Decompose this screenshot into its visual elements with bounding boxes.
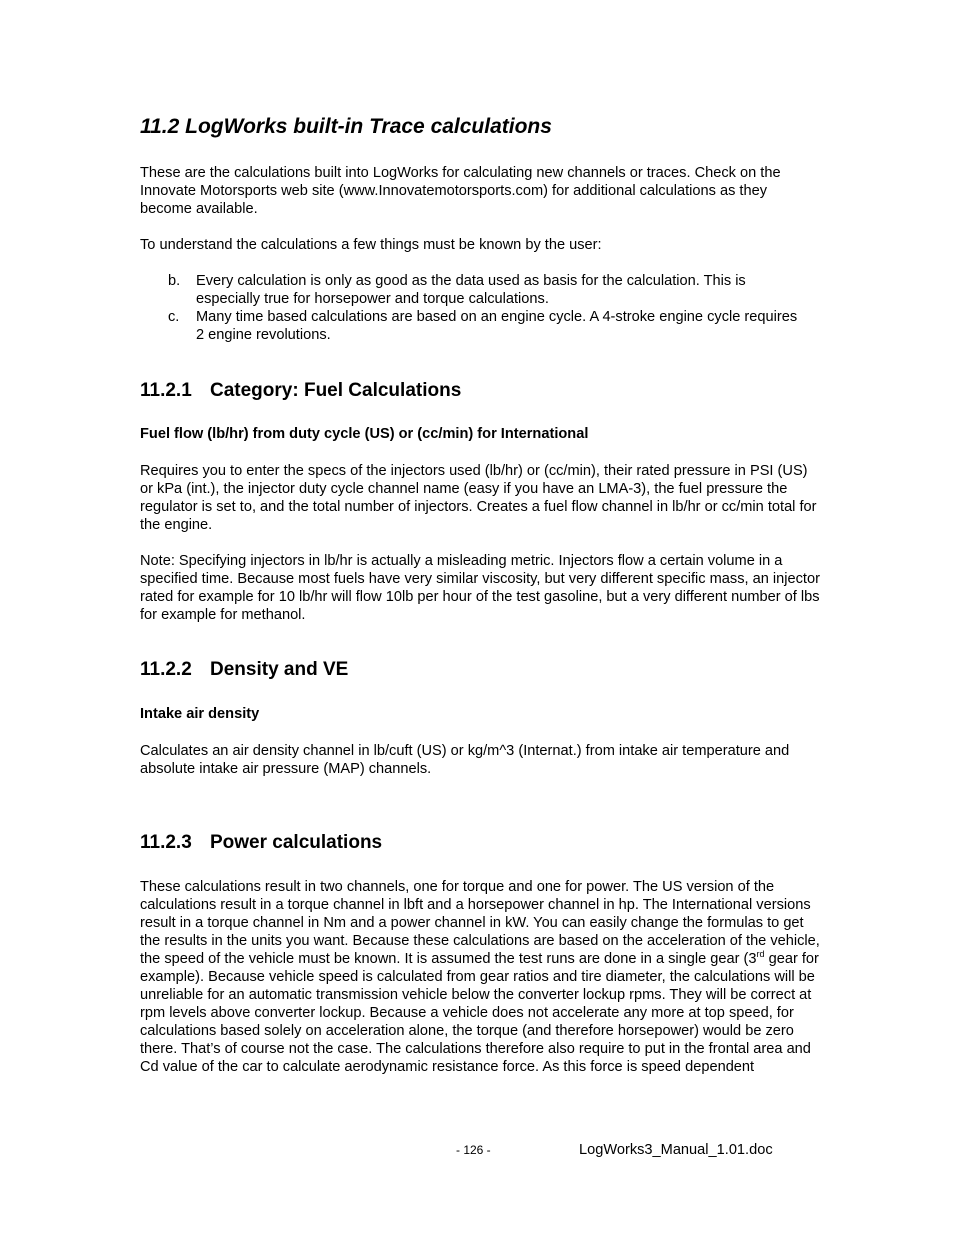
fuel-heading-title: Category: Fuel Calculations: [210, 380, 462, 401]
density-heading: [140, 659, 348, 681]
requirements-list: [168, 272, 808, 344]
list-marker: c.: [168, 309, 180, 325]
power-heading-title: Power calculations: [210, 832, 383, 853]
power-text-part-1: These calculations result in two channels, one for torque and one for power. The US version of the calculations result in a torque channel in lbft and a horsepower channel in hp. The International versions result in a torque channel in Nm and a power channel in kW. You can easily change the formulas to get the results in the units you want. Because these calculations are based on the acceleration of the vehicle, the speed of the vehicle must be known. It is assumed the test runs are done in a single gear (3: [140, 879, 820, 967]
ordinal-superscript: rd: [756, 949, 765, 959]
list-item-text: Many time based calculations are based on an engine cycle. A 4-stroke engine cycle requires 2 engine revolutions.: [196, 309, 798, 343]
density-heading-number: 11.2.2: [140, 659, 192, 680]
fuel-paragraph-2: Note: Specifying injectors in lb/hr is actually a misleading metric. Injectors flow a certain volume in a specified time. Because most fuels have very similar viscosity, but very different specific mass, an injector rated for example for 10 lb/hr will flow 10lb per hour of the test gasoline, but a very different number of lbs for example for methanol.: [140, 553, 820, 623]
fuel-paragraph-1: Requires you to enter the specs of the injectors used (lb/hr) or (cc/min), their rated pressure in PSI (US) or kPa (int.), the injector duty cycle channel name (easy if you have an LMA-3), the fuel pressure the regulator is set to, and the total number of injectors. Creates a fuel flow channel in lb/hr or cc/min total for the engine.: [140, 463, 817, 533]
list-item-text: Every calculation is only as good as the data used as basis for the calculation. This is especially true for horsepower and torque calculations.: [196, 273, 746, 307]
list-item: [168, 272, 808, 308]
density-heading-title: Density and VE: [210, 659, 349, 680]
list-item: [168, 308, 808, 344]
density-subheading: Intake air density: [140, 706, 260, 722]
power-text-part-2: gear for example). Because vehicle speed is calculated from gear ratios and tire diameter, the calculations will be unreliable for an automatic transmission vehicle below the converter lockup rpms. They will be correct at rpm levels above converter lockup. Because a vehicle does not accelerate any more at top speed, for calculations based solely on acceleration alone, the torque (and therefore horsepower) would be zero there. That’s of course not the case. The calculations therefore also require to put in the frontal area and Cd value of the car to calculate aerodynamic resistance force. As this force is speed dependent: [140, 951, 819, 1075]
intro-paragraph-1: These are the calculations built into LogWorks for calculating new channels or traces. Check on the Innovate Motorsports web site (www.Innovatemotorsports.com) for additional calculations as they become available.: [140, 165, 781, 217]
power-heading: [140, 832, 382, 854]
document-filename: LogWorks3_Manual_1.01.doc: [579, 1142, 773, 1158]
fuel-subheading: Fuel flow (lb/hr) from duty cycle (US) or (cc/min) for International: [140, 426, 589, 442]
section-title: 11.2 LogWorks built-in Trace calculations: [140, 115, 552, 138]
fuel-heading: [140, 380, 461, 402]
power-paragraph-1: [140, 878, 820, 1076]
fuel-heading-number: 11.2.1: [140, 380, 192, 401]
power-heading-number: 11.2.3: [140, 832, 192, 853]
list-marker: b.: [168, 273, 181, 289]
intro-paragraph-2: To understand the calculations a few things must be known by the user:: [140, 237, 602, 253]
page-number: - 126 -: [456, 1143, 491, 1157]
density-paragraph-1: Calculates an air density channel in lb/cuft (US) or kg/m^3 (Internat.) from intake air temperature and absolute intake air pressure (MAP) channels.: [140, 743, 790, 777]
